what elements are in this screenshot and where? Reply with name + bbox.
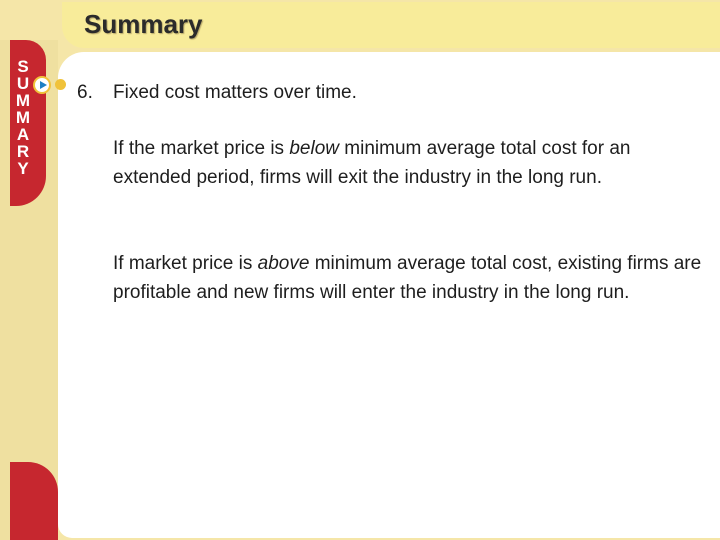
paragraph-text: minimum average total cost, existing firms are profitable and new firms will enter the industry in the long run.	[113, 253, 702, 303]
item-number: 6.	[77, 82, 93, 103]
paragraph-above	[113, 249, 703, 307]
slide-title: Summary	[84, 9, 203, 39]
paragraph-below	[113, 134, 703, 192]
emphasis-below: below	[289, 138, 339, 159]
side-tab-letter: Y	[17, 159, 29, 178]
paragraph-text: If market price is	[113, 253, 258, 274]
side-tab-letter: S	[17, 57, 29, 76]
side-tab-letter: M	[15, 91, 31, 110]
bottom-side-tab	[10, 462, 58, 540]
emphasis-above: above	[257, 253, 310, 274]
paragraph-text: If the market price is	[113, 138, 290, 159]
side-tab-letter: U	[16, 74, 30, 93]
summary-side-tab-letters	[12, 58, 34, 177]
side-tab-letter: M	[15, 108, 31, 127]
bullet-dot-icon	[55, 79, 66, 90]
play-arrow-icon	[33, 76, 51, 94]
item-heading: Fixed cost matters over time.	[113, 82, 357, 103]
side-tab-letter: R	[16, 142, 30, 161]
side-tab-letter: A	[16, 125, 30, 144]
paragraph-text: minimum average total cost for an extended period, firms will exit the industry in the long run.	[113, 138, 631, 188]
